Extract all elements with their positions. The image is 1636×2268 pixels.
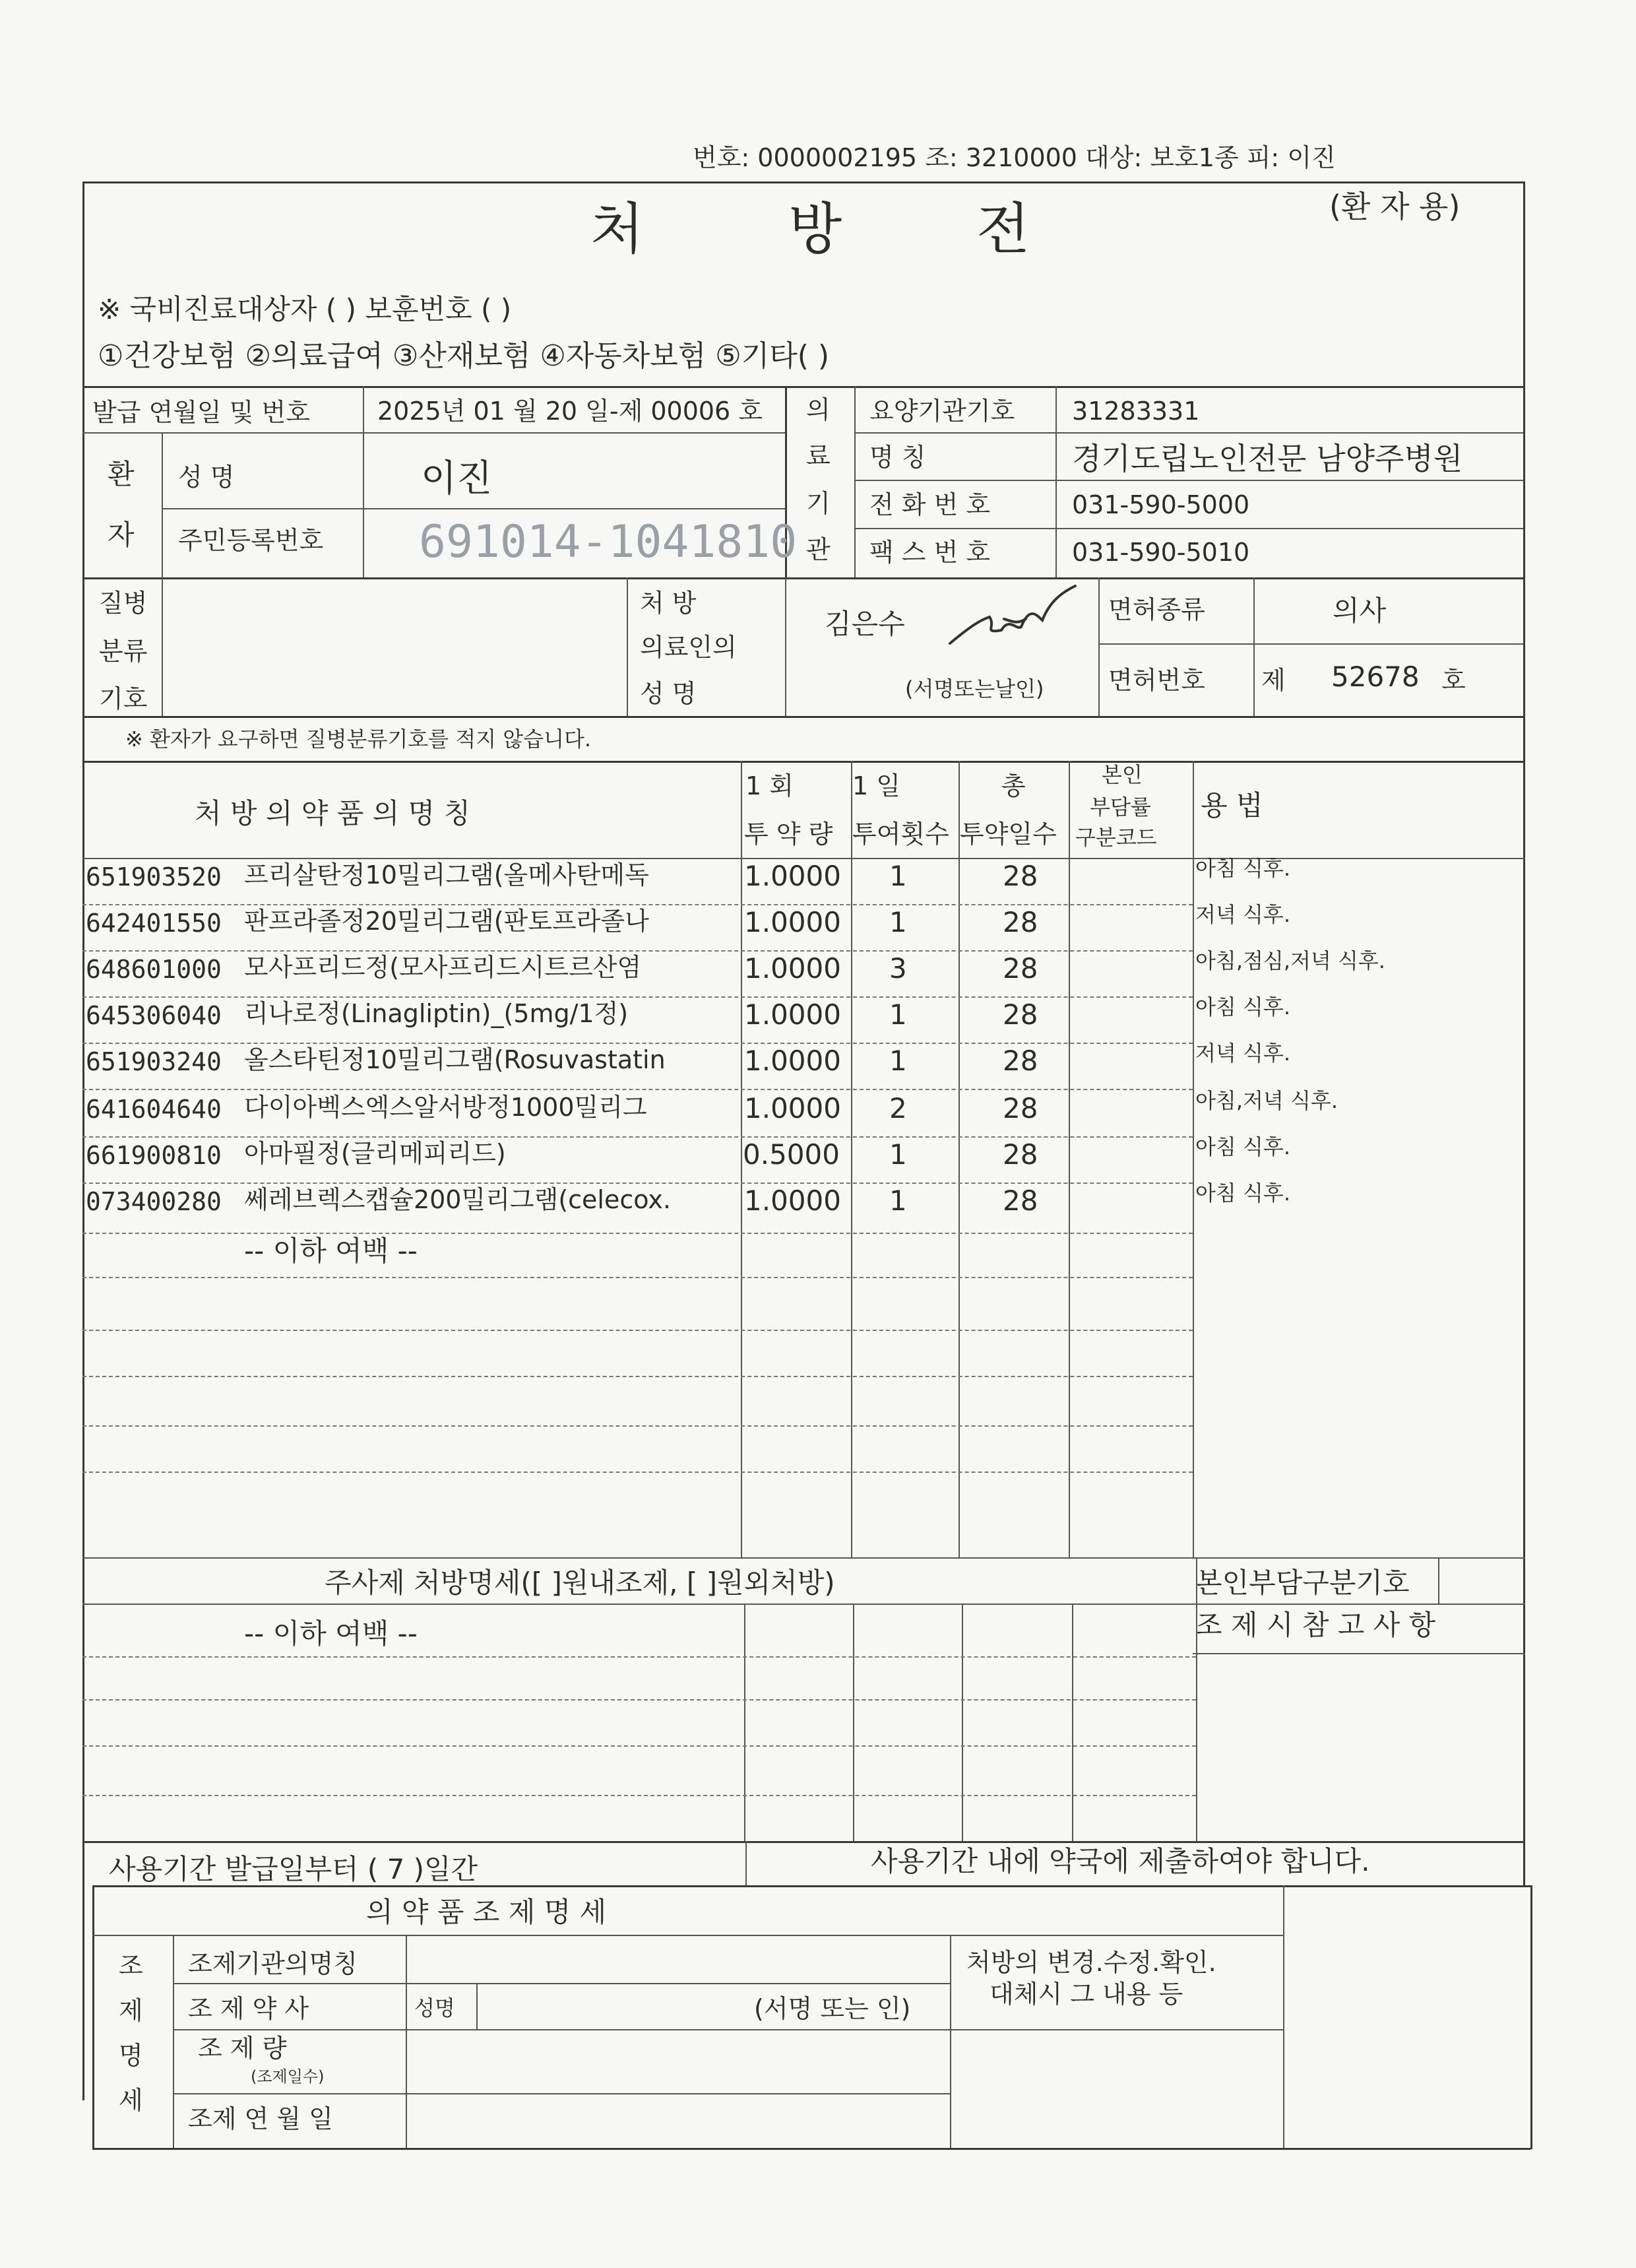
rx-row-2-usage: 저녁 식후. [1195,902,1290,927]
rx-end-mark: -- 이하 여백 -- [244,1235,418,1267]
rx-row-3-code: 648601000 [86,955,222,984]
dispensing-section-char-3: 명 [119,2041,143,2070]
rx-row-6-freq: 2 [889,1092,907,1124]
patient-name-label: 성 명 [178,463,235,492]
dispensing-date-label: 조제 연 월 일 [188,2104,333,2133]
rx-row-3-name: 모사프리드정(모사프리드시트르산염 [244,953,642,982]
license-no-label: 면허번호 [1108,666,1205,695]
line-rx-row-3 [82,996,1193,998]
line-dispensing-bottom [92,2148,1530,2150]
line-inst-1 [854,432,1523,434]
line-diag-label-right [162,577,163,716]
rx-row-5-days: 28 [1003,1045,1038,1077]
license-type-label: 면허종류 [1108,595,1205,624]
title-char-3: 전 [976,197,1030,261]
pharmacy-name-label: 조제기관의명칭 [188,1949,358,1978]
patient-rrn: 691014-1041810 [419,516,798,568]
rx-row-1-name: 프리살탄정10밀리그램(올메사탄메독 [244,860,649,890]
rx-row-1-days: 28 [1003,860,1038,892]
rx-header-dose-bottom: 투 약 량 [744,820,833,849]
rx-header-name: 처 방 의 약 품 의 명 칭 [195,797,471,829]
rx-row-2-freq: 1 [889,906,907,938]
rx-row-8-name: 쎄레브렉스캡슐200밀리그램(celecox. [244,1185,671,1214]
rx-header-freq-top: 1 일 [852,771,900,800]
rx-header-copay-3: 구분코드 [1075,825,1157,850]
rx-row-6-usage: 아침,저녁 식후. [1195,1088,1338,1113]
line-prescriber-label-left [627,577,628,716]
rx-row-1-code: 651903520 [86,862,222,891]
line-dispensing-row-1 [173,1983,950,1984]
frame-right [1523,181,1525,1885]
line-license-mid [1098,643,1523,645]
line-inst-3 [854,528,1523,529]
rx-row-3-usage: 아침,점심,저녁 식후. [1195,948,1385,973]
line-inst-value-left [1055,386,1057,577]
rx-row-8-freq: 1 [889,1184,907,1217]
title-char-1: 처 [590,197,645,261]
rx-row-5-dose: 1.0000 [744,1045,841,1077]
line-rx-row-6 [82,1136,1193,1138]
line-dispensing-section-right [173,1935,174,2149]
line-rx-blank-5 [82,1472,1193,1473]
inst-name: 경기도립노인전문 남양주병원 [1072,441,1463,476]
rx-row-2-name: 판프라졸정20밀리그램(판토프라졸나 [244,907,649,936]
diag-label-2: 분류 [99,637,148,666]
rx-row-8-days: 28 [1003,1184,1038,1217]
dispensing-section-char-1: 조 [119,1951,143,1980]
copay-code-label: 본인부담구분기호 [1195,1567,1410,1599]
line-license-label-left [1098,577,1100,716]
change-note-1: 처방의 변경.수정.확인. [966,1948,1216,1977]
line-dispensing-row-2 [173,2029,1283,2030]
rx-header-days-top: 총 [1001,771,1026,800]
validity-submit-note: 사용기간 내에 약국에 제출하여야 합니다. [871,1845,1370,1877]
line-rx-row-5 [82,1089,1193,1090]
inst-code: 31283331 [1072,397,1200,426]
rx-row-3-freq: 3 [889,952,907,985]
frame-right-bottom [1530,1885,1532,2149]
line-rx-row-1 [82,904,1193,905]
validity-period: 사용기간 발급일부터 ( 7 )일간 [109,1853,478,1885]
line-validity-top [82,1841,1525,1843]
pharmacist-label: 조 제 약 사 [188,1994,309,2023]
line-col-freq [851,761,852,1557]
inst-section-char-2: 료 [806,441,831,470]
line-rx-row-8 [82,1233,1193,1234]
line-dispensing-top [92,1885,1530,1887]
line-inj-header-bottom [82,1604,1525,1605]
inst-code-label: 요양기관기호 [869,397,1015,426]
rx-row-1-freq: 1 [889,860,907,892]
patient-section-label-1: 환 [108,458,135,490]
injection-header: 주사제 처방명세([ ]원내조제, [ ]원외처방) [325,1567,835,1599]
line-issue-top [82,386,1525,388]
inst-phone-label: 전 화 번 호 [869,490,991,519]
pharmacist-sign-note: (서명 또는 인) [754,1994,911,2023]
line-patient-label-right [162,432,163,577]
prescriber-label-3: 성 명 [640,679,697,708]
rx-row-7-name: 아마필정(글리메피리드) [244,1139,506,1168]
line-patient-mid [162,508,785,509]
line-rx-blank-3 [82,1376,1193,1377]
rx-row-7-days: 28 [1003,1138,1038,1171]
frame-top [82,181,1525,183]
license-no: 52678 [1331,661,1420,693]
rx-row-6-name: 다이아벡스엑스알서방정1000밀리그 [244,1093,647,1122]
rx-row-5-freq: 1 [889,1045,907,1077]
patient-name: 이진 [421,457,493,500]
rx-row-4-days: 28 [1003,998,1038,1031]
prescriber-label-1: 처 방 [640,589,697,618]
rx-header-days-bottom: 투약일수 [960,820,1057,849]
line-inj-top [82,1557,1525,1559]
rx-row-2-days: 28 [1003,906,1038,938]
rx-header-dose-top: 1 회 [745,771,794,800]
diag-label-3: 기호 [99,684,148,713]
line-dispensing-right-col [1283,1885,1284,2149]
dispensing-section-char-2: 제 [119,1996,143,2025]
line-rx-blank-4 [82,1425,1193,1427]
rx-row-4-code: 645306040 [86,1001,222,1030]
rx-row-4-name: 리나로정(Linagliptin)_(5mg/1정) [244,999,629,1028]
title-char-2: 방 [788,197,842,261]
line-dispensing-label-right [406,1935,407,2149]
dispense-ref-label: 조 제 시 참 고 사 항 [1195,1609,1436,1641]
rx-header-usage: 용 법 [1201,789,1263,822]
rx-row-8-dose: 1.0000 [744,1184,841,1217]
rx-row-6-code: 641604640 [86,1095,222,1124]
line-issue-bottom [82,432,785,434]
rx-row-2-dose: 1.0000 [744,906,841,938]
line-inj-col-5 [1196,1557,1197,1841]
line-dispensing-value-right [950,1935,951,2149]
diagnosis-note: ※ 환자가 요구하면 질병분류기호를 적지 않습니다. [125,727,592,752]
national-treatment-line: ※ 국비진료대상자 ( ) 보훈번호 ( ) [98,293,512,325]
rx-row-7-dose: 0.5000 [743,1138,840,1171]
rx-row-2-code: 642401550 [86,909,222,938]
change-note-2: 대체시 그 내용 등 [990,1980,1183,2009]
rx-row-8-usage: 아침 식후. [1195,1181,1290,1206]
rx-row-7-usage: 아침 식후. [1195,1134,1290,1159]
copy-type-label: (환 자 용) [1329,189,1461,224]
injection-end-mark: -- 이하 여백 -- [244,1617,418,1650]
rx-row-4-usage: 아침 식후. [1195,994,1290,1020]
line-copay-code-right [1438,1557,1439,1604]
line-dispensing-header-bottom [92,1935,1283,1936]
issue-label: 발급 연월일 및 번호 [92,398,310,427]
patient-section-label-2: 자 [108,519,135,551]
prescription-number-line: 번호: 0000002195 조: 3210000 대상: 보호1종 피: 이진 [693,143,1336,172]
rx-row-6-days: 28 [1003,1092,1038,1124]
dispensing-header: 의 약 품 조 제 명 세 [366,1896,607,1928]
issue-value: 2025년 01 월 20 일-제 00006 호 [377,397,763,426]
line-validity-split [745,1841,747,1885]
rx-row-3-days: 28 [1003,952,1038,985]
quantity-label: 조 제 량 [198,2034,287,2063]
rx-row-1-dose: 1.0000 [744,860,841,892]
line-rx-row-4 [82,1043,1193,1044]
inst-fax: 031-590-5010 [1072,538,1250,567]
line-prescriber-value-left [785,577,786,716]
rx-row-5-usage: 저녁 식후. [1195,1041,1290,1066]
rx-header-copay-2: 부담률 [1090,794,1151,820]
prescriber-label-2: 의료인의 [640,633,737,662]
line-col-days [959,761,960,1557]
line-inj-row-1 [82,1656,1196,1658]
line-rx-row-2 [82,950,1193,952]
line-inj-col-4 [1072,1604,1073,1841]
line-rx-header-bottom [82,858,1525,859]
frame-left [82,181,84,2100]
inst-fax-label: 팩 스 번 호 [869,538,991,567]
inst-section-char-1: 의 [806,395,831,424]
line-rx-top [82,761,1525,763]
line-inst-2 [854,480,1523,481]
inst-phone: 031-590-5000 [1072,490,1250,519]
rx-row-5-code: 651903240 [86,1047,222,1076]
line-col-usage [1193,761,1194,1557]
line-col-copay [1069,761,1070,1557]
license-no-suffix: 호 [1441,666,1466,695]
rx-row-8-code: 073400280 [86,1187,222,1216]
rx-header-freq-bottom: 투여횟수 [852,820,949,849]
line-rx-row-7 [82,1183,1193,1184]
rx-row-1-usage: 아침 식후. [1195,856,1290,881]
dispensing-section-char-4: 세 [119,2086,143,2115]
line-inj-row-2 [82,1699,1196,1701]
rx-row-4-dose: 1.0000 [744,998,841,1031]
license-type: 의사 [1333,595,1387,627]
rx-row-3-dose: 1.0000 [744,952,841,985]
inst-section-char-3: 기 [806,489,831,518]
line-note-top [82,716,1525,718]
license-no-prefix: 제 [1261,666,1286,695]
rx-row-5-name: 올스타틴정10밀리그램(Rosuvastatin [244,1045,666,1074]
line-rx-blank-1 [82,1277,1193,1278]
line-diag-top [82,577,1525,579]
inst-section-char-4: 관 [806,535,831,564]
line-inst-label-right [854,386,856,577]
line-issue-label-right [363,386,364,577]
line-inj-col-1 [744,1604,745,1841]
line-inj-row-4 [82,1795,1196,1796]
diag-label-1: 질병 [99,589,148,618]
inst-name-label: 명 칭 [869,443,926,472]
line-dispensing-row-3 [173,2093,950,2094]
line-inj-row-3 [82,1745,1196,1747]
rx-header-copay-1: 본인 [1102,762,1143,787]
line-rx-blank-2 [82,1330,1193,1331]
patient-rrn-label: 주민등록번호 [178,526,324,555]
prescriber-name: 김은수 [825,608,905,640]
line-inj-col-2 [853,1604,854,1841]
rx-row-7-code: 661900810 [86,1141,222,1170]
line-col-dose [741,761,742,1557]
rx-row-6-dose: 1.0000 [744,1092,841,1124]
prescriber-sign-note: (서명또는날인) [905,676,1044,701]
insurance-type-line: ①건강보험 ②의료급여 ③산재보험 ④자동차보험 ⑤기타( ) [98,339,830,373]
line-pharmacist-name-split [476,1983,478,2029]
line-license-value-left [1253,577,1255,716]
line-dispense-ref-bottom [1193,1653,1525,1654]
quantity-sub-label: (조제일수) [251,2067,325,2086]
frame-left-bottom [92,1885,94,2149]
pharmacist-name-label: 성명 [414,1995,455,2021]
prescriber-signature-icon [943,581,1088,653]
rx-row-7-freq: 1 [889,1138,907,1171]
line-inj-col-3 [962,1604,963,1841]
rx-row-4-freq: 1 [889,998,907,1031]
